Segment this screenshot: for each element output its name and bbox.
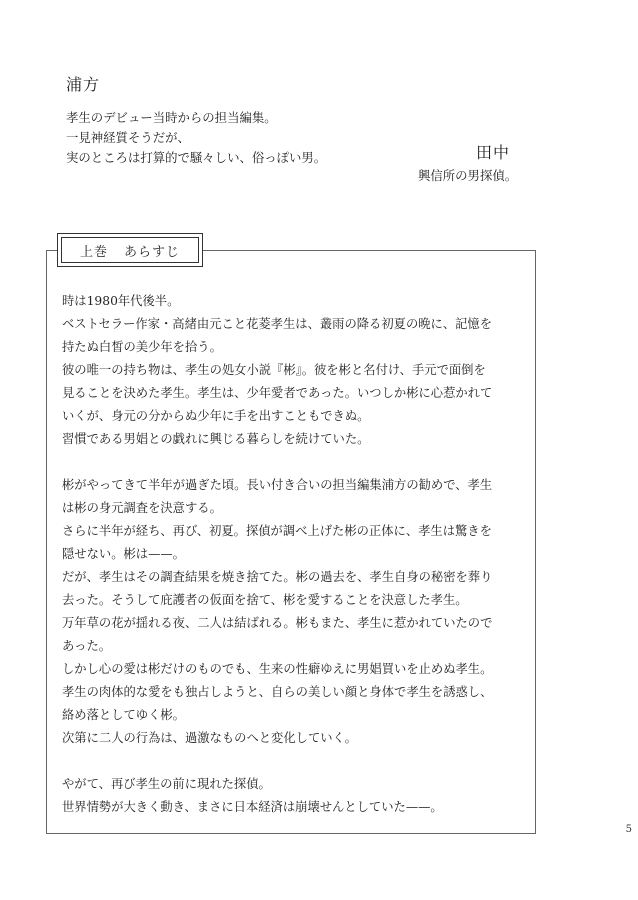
- synopsis-line: 見ることを決めた孝生。孝生は、少年愛者であった。いつしか彬に心惹かれて: [62, 386, 493, 400]
- synopsis-line: 時は1980年代後半。: [62, 294, 180, 308]
- synopsis-line: 孝生の肉体的な愛をも独占しようと、自らの美しい顔と身体で孝生を誘惑し、: [62, 685, 493, 699]
- character-name-tanaka: 田中: [476, 143, 511, 162]
- synopsis-title-frame: [57, 233, 203, 267]
- character-description-tanaka: 興信所の男探偵。: [418, 168, 518, 183]
- synopsis-line: あった。: [62, 639, 112, 653]
- paragraph-gap: [62, 750, 530, 773]
- synopsis-line: しかし心の愛は彬だけのものでも、生来の性癖ゆえに男娼買いを止めぬ孝生。: [62, 662, 493, 676]
- synopsis-line: 持たぬ白皙の美少年を拾う。: [62, 340, 222, 354]
- synopsis-line: 万年草の花が揺れる夜、二人は結ばれる。彬もまた、孝生に惹かれていたので: [62, 616, 493, 630]
- synopsis-body: [62, 290, 530, 819]
- synopsis-line: やがて、再び孝生の前に現れた探偵。: [62, 777, 271, 791]
- synopsis-line: 次第に二人の行為は、過激なものへと変化していく。: [62, 731, 357, 745]
- paragraph-gap: [62, 451, 530, 474]
- description-line: 一見神経質そうだが、: [66, 130, 190, 145]
- synopsis-line: 隠せない。彬は——。: [62, 547, 185, 561]
- synopsis-line: 彬がやってきて半年が過ぎた頃。長い付き合いの担当編集浦方の勧めで、孝生: [62, 478, 493, 492]
- synopsis-paragraph: [62, 290, 530, 451]
- synopsis-paragraph: [62, 773, 530, 819]
- character-description-urakata: [66, 108, 326, 168]
- synopsis-title-main: 上巻: [79, 244, 108, 260]
- synopsis-line: だが、孝生はその調査結果を焼き捨てた。彬の過去を、孝生自身の秘密を葬り: [62, 570, 493, 584]
- synopsis-line: 習慣である男娼との戯れに興じる暮らしを続けていた。: [62, 432, 370, 446]
- synopsis-line: いくが、身元の分からぬ少年に手を出すこともできぬ。: [62, 409, 370, 423]
- synopsis-line: 世界情勢が大きく動き、まさに日本経済は崩壊せんとしていた——。: [62, 800, 443, 814]
- synopsis-line: 彼の唯一の持ち物は、孝生の処女小説『彬』。彼を彬と名付け、手元で面倒を: [62, 363, 486, 377]
- synopsis-line: 去った。そうして庇護者の仮面を捨て、彬を愛することを決意した孝生。: [62, 593, 468, 607]
- synopsis-line: 絡め落としてゆく彬。: [62, 708, 185, 722]
- synopsis-line: さらに半年が経ち、再び、初夏。探偵が調べ上げた彬の正体に、孝生は驚きを: [62, 524, 492, 538]
- synopsis-title-sub: あらすじ: [124, 244, 181, 260]
- synopsis-paragraph: [62, 474, 530, 750]
- synopsis-title: [61, 237, 199, 263]
- character-name-urakata: 浦方: [66, 75, 101, 94]
- description-line: 実のところは打算的で騒々しい、俗っぽい男。: [66, 150, 327, 165]
- page-number: 5: [625, 824, 632, 835]
- description-line: 孝生のデビュー当時からの担当編集。: [66, 110, 277, 125]
- synopsis-line: は彬の身元調査を決意する。: [62, 501, 222, 515]
- synopsis-line: ベストセラー作家・高緒由元こと花菱孝生は、叢雨の降る初夏の晩に、記憶を: [62, 317, 493, 331]
